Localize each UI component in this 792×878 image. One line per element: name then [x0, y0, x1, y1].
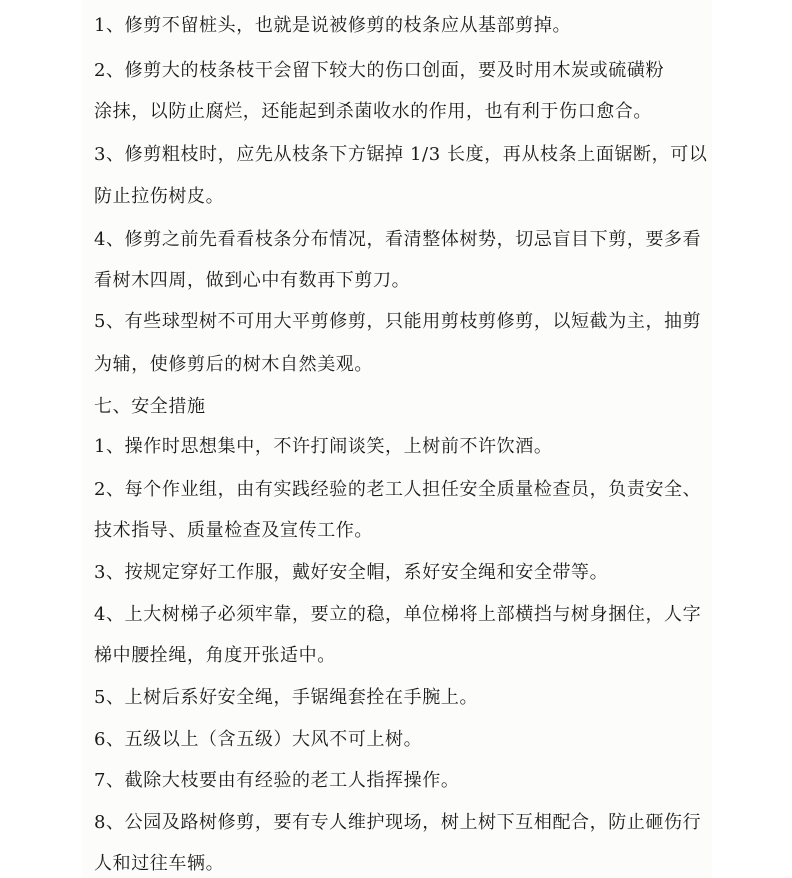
text-line: 6、五级以上（含五级）大风不可上树。 [94, 729, 423, 750]
text-line: 5、有些球型树不可用大平剪修剪，只能用剪枝剪修剪，以短截为主，抽剪 [94, 311, 702, 332]
text-line: 为辅，使修剪后的树木自然美观。 [94, 354, 373, 375]
text-line: 7、截除大枝要由有经验的老工人指挥操作。 [94, 770, 460, 791]
text-line: 梯中腰拴绳，角度开张适中。 [94, 645, 336, 666]
text-line: 人和过往车辆。 [94, 853, 225, 874]
text-line: 8、公园及路树修剪，要有专人维护现场，树上树下互相配合，防止砸伤行 [94, 812, 702, 833]
text-line: 5、上树后系好安全绳，手锯绳套拴在手腕上。 [94, 687, 479, 708]
text-line: 1、修剪不留桩头，也就是说被修剪的枝条应从基部剪掉。 [94, 15, 572, 36]
text-line: 看树木四周，做到心中有数再下剪刀。 [94, 270, 411, 291]
text-line: 4、上大树梯子必须牢靠，要立的稳，单位梯将上部横挡与树身捆住，人字 [94, 604, 702, 625]
text-line: 1、操作时思想集中，不许打闹谈笑，上树前不许饮酒。 [94, 436, 553, 457]
text-line: 防止拉伤树皮。 [94, 186, 225, 207]
text-line: 4、修剪之前先看看枝条分布情况，看清整体树势，切忌盲目下剪，要多看 [94, 229, 702, 250]
text-line: 涂抹，以防止腐烂，还能起到杀菌收水的作用，也有利于伤口愈合。 [94, 101, 652, 122]
text-line: 2、修剪大的枝条枝干会留下较大的伤口创面，要及时用木炭或硫磺粉 [94, 60, 665, 81]
text-line: 技术指导、质量检查及宣传工作。 [94, 520, 373, 541]
text-line: 2、每个作业组，由有实践经验的老工人担任安全质量检查员，负责安全、 [94, 479, 702, 500]
text-line: 3、修剪粗枝时，应先从枝条下方锯掉 1/3 长度，再从枝条上面锯断，可以 [94, 144, 708, 165]
section-heading: 七、安全措施 [94, 396, 206, 417]
text-line: 3、按规定穿好工作服，戴好安全帽，系好安全绳和安全带等。 [94, 562, 609, 583]
